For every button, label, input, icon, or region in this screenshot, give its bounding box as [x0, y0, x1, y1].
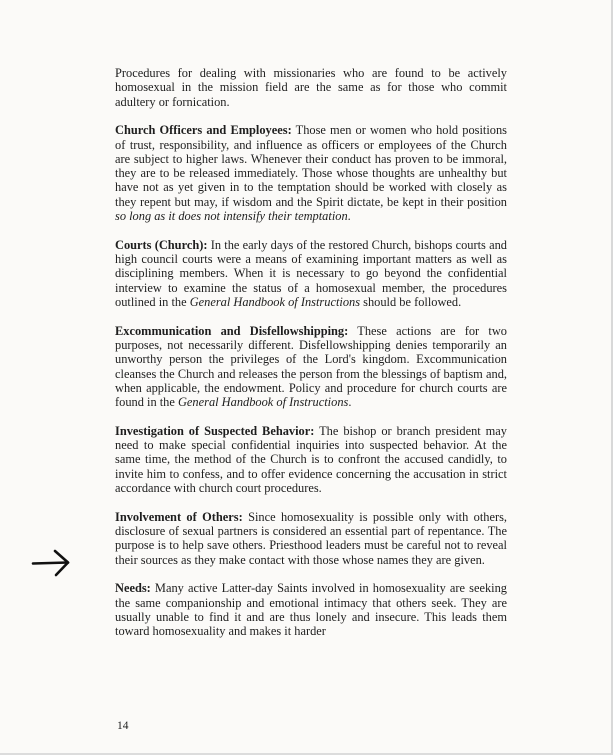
section-involvement-of-others: [115, 510, 507, 567]
section-heading: Needs:: [115, 581, 151, 596]
section-text: These actions are for two purposes, not necessarily different. Disfellowshipping denies temporarily an unworthy person the privileges of the Lord's kingdom. Excommunication cleanses the Church and releases the person from the blessings of baptism and, when applicable, the endowment. Policy and procedure for church courts are found in the: [115, 323, 507, 410]
section-excommunication: [115, 324, 507, 410]
section-heading: Excommunication and Disfellowshipping:: [115, 323, 349, 338]
section-church-officers: [115, 123, 507, 223]
section-tail: .: [348, 395, 352, 410]
section-heading: Involvement of Others:: [115, 509, 243, 524]
section-heading: Investigation of Suspected Behavior:: [115, 423, 315, 438]
section-heading: Church Officers and Employees:: [115, 123, 292, 138]
section-tail: .: [347, 209, 351, 224]
section-text: Those men or women who hold positions of trust, responsibility, and influence as officers or employees of the Church are subject to higher laws. Whenever their conduct has proven to be immoral, they are to be released immediately. Those whose thoughts are unhealthy but have not as yet given in to the temptation should be worked with closely as they repent but may, if wisdom and the Spirit dictate, be kept in their position: [115, 123, 508, 209]
document-body: [115, 66, 507, 653]
page-number: 14: [117, 720, 129, 732]
section-italic: General Handbook of Instructions: [189, 294, 361, 309]
section-tail: should be followed.: [360, 294, 462, 309]
section-text: Since homosexuality is possible only with others, disclosure of sexual partners is considered an essential part of repentance. The purpose is to help save others. Priesthood leaders must be careful not to reveal their sources as they make contact with those whose names they are given.: [115, 509, 508, 567]
section-text: The bishop or branch president may need to make special confidential inquiries into suspected behavior. At the same time, the method of the Church is to confront the accused candidly, to invite him to confess, and to offer evidence concerning the accusation in strict accordance with church court procedures.: [115, 423, 507, 495]
section-investigation: [115, 424, 507, 495]
intro-paragraph: Procedures for dealing with missionaries who are found to be actively homosexual in the mission field are the same as for those who commit adultery or fornication.: [115, 66, 507, 109]
section-needs: [115, 581, 507, 638]
section-heading: Courts (Church):: [115, 237, 208, 252]
section-text: In the early days of the restored Church, bishops courts and high council courts were a means of examining important matters as well as disciplining members. When it is necessary to go beyond the confidential interview to examine the status of a homosexual member, the procedures outlined in the: [115, 237, 507, 309]
section-courts: [115, 238, 507, 309]
section-italic: so long as it does not intensify their temptation: [115, 209, 348, 224]
right-arrow-icon: [30, 548, 72, 583]
section-text: Many active Latter-day Saints involved in homosexuality are seeking the same companionship and emotional intimacy that others seek. They are usually unable to find it and are thus lonely and insecure. This leads them toward homosexuality and makes it harder: [115, 581, 507, 639]
section-italic: General Handbook of Instructions: [177, 395, 349, 410]
